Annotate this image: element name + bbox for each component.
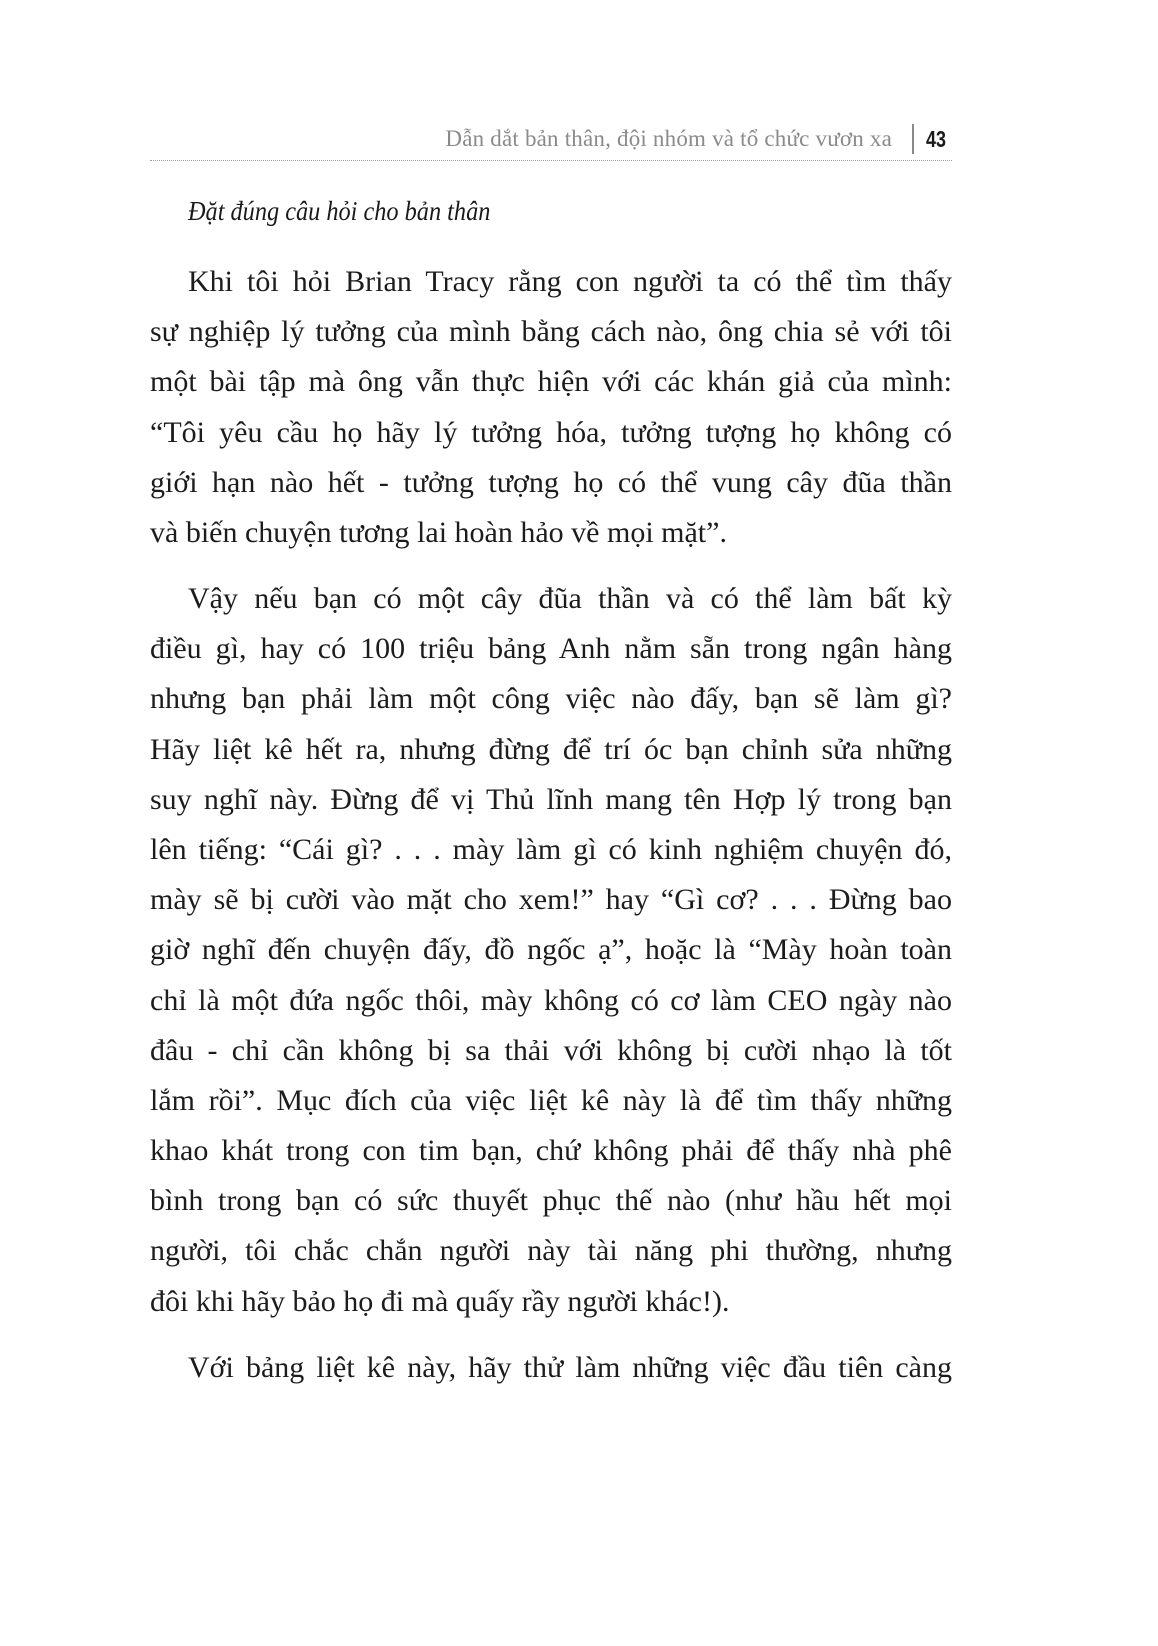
paragraph (150, 257, 952, 558)
header-dotted-rule (150, 160, 952, 161)
page-number: 43 (926, 125, 946, 152)
text-line: và biến chuyện tương lai hoàn hảo về mọi mặt”. (150, 515, 727, 549)
text-line: bình trong bạn có sức thuyết phục thế nào (như hầu hết mọi (150, 1184, 952, 1218)
header-separator (912, 124, 914, 154)
text-line: người, tôi chắc chắn người này tài năng phi thường, nhưng (150, 1234, 952, 1268)
running-header (150, 118, 952, 160)
paragraph (150, 1343, 952, 1393)
text-line: Khi tôi hỏi Brian Tracy rằng con người ta có thể tìm thấy (188, 265, 952, 298)
text-line: khao khát trong con tim bạn, chứ không phải để thấy nhà phê (150, 1134, 952, 1168)
paragraph (150, 574, 952, 1327)
text-line: lắm rồi”. Mục đích của việc liệt kê này là để tìm thấy những (150, 1083, 952, 1117)
text-line: mày sẽ bị cười vào mặt cho xem!” hay “Gì cơ? . . . Đừng bao (150, 883, 952, 917)
text-line: giờ nghĩ đến chuyện đấy, đồ ngốc ạ”, hoặc là “Mày hoàn toàn (150, 933, 952, 967)
running-header-title: Dẫn dắt bản thân, đội nhóm và tổ chức vươn xa (445, 126, 892, 151)
text-line: “Tôi yêu cầu họ hãy lý tưởng hóa, tưởng tượng họ không có (150, 415, 952, 449)
text-line: chỉ là một đứa ngốc thôi, mày không có cơ làm CEO ngày nào (150, 983, 952, 1017)
text-line: nhưng bạn phải làm một công việc nào đấy, bạn sẽ làm gì? (150, 682, 952, 716)
text-line: sự nghiệp lý tưởng của mình bằng cách nào, ông chia sẻ với tôi (150, 315, 952, 349)
text-line: lên tiếng: “Cái gì? . . . mày làm gì có kinh nghiệm chuyện đó, (150, 832, 952, 866)
text-line: một bài tập mà ông vẫn thực hiện với các khán giả của mình: (150, 365, 952, 399)
text-line: Vậy nếu bạn có một cây đũa thần và có thể làm bất kỳ (188, 582, 952, 615)
text-line: đâu - chỉ cần không bị sa thải với không bị cười nhạo là tốt (150, 1033, 952, 1067)
text-line: đôi khi hãy bảo họ đi mà quấy rầy người khác!). (150, 1284, 730, 1318)
section-title: Đặt đúng câu hỏi cho bản thân (188, 196, 491, 226)
text-line: điều gì, hay có 100 triệu bảng Anh nằm sẵn trong ngân hàng (150, 632, 952, 666)
text-line: Với bảng liệt kê này, hãy thử làm những việc đầu tiên càng (188, 1351, 952, 1384)
text-line: Hãy liệt kê hết ra, nhưng đừng để trí óc bạn chỉnh sửa những (150, 732, 952, 766)
text-line: suy nghĩ này. Đừng để vị Thủ lĩnh mang tên Hợp lý trong bạn (150, 782, 952, 816)
text-line: giới hạn nào hết - tưởng tượng họ có thể vung cây đũa thần (150, 465, 952, 499)
